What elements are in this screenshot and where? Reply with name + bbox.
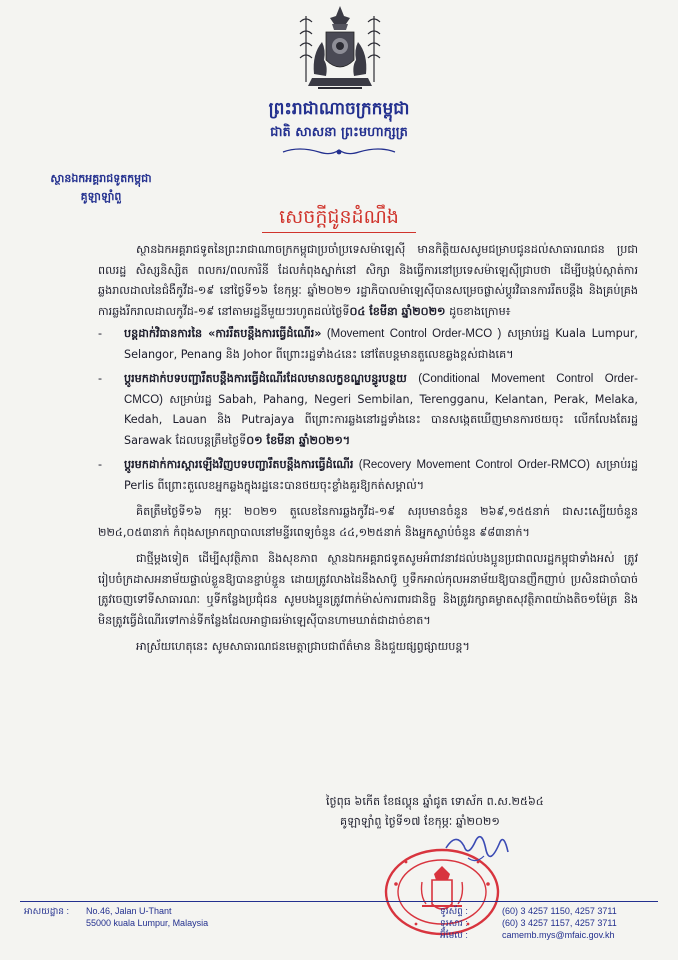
bullet-english: (Movement Control Order-MCO ) — [321, 328, 502, 340]
bullet-title: បន្តដាក់វិធានការនៃ «ការរឹតបន្តឹងការធ្វើដំណើរ» — [124, 327, 322, 340]
lunar-date: ថ្ងៃពុធ ៦កើត ខែផល្គុន ឆ្នាំជូត ទោស័ក ព.ស.២៥៦៤ — [326, 795, 544, 808]
bullet-text: សម្រាប់រដ្ឋ Kuala Lumpur, Selangor, Penang និង Johor ពីព្រោះរដ្ឋទាំង៤នេះ នៅតែបន្តមានតួលេខឆ្លងខ្ពស់ជាងគេ។ — [124, 327, 638, 361]
closing-paragraph: អាស្រ័យហេតុនេះ សូមសាធារណជនមេត្តាជ្រាបជាព័ត៌មាន និងជួយផ្សព្វផ្សាយបន្ត។ — [136, 640, 470, 653]
fax-value: (60) 3 4257 1157, 4257 3711 — [502, 918, 617, 928]
footer-address — [24, 905, 284, 929]
list-item — [98, 455, 638, 496]
measures-list — [98, 324, 638, 496]
email-link[interactable]: camemb.mys@mfaic.gov.kh — [502, 930, 615, 940]
bullet-text: សម្រាប់រដ្ឋ Sabah, Pahang, Negeri Sembilan, Terengganu, Kelantan, Perak, Melaka, Kedah, Lauan និង Putrajaya ពីព្រោះការឆ្លងនៅរដ្ឋទាំងនេះ បានសង្កេតឃើញមានការថយចុះ លើកលែងតែរដ្ឋ Sarawak ដែលបន្តត្រឹមថ្ងៃទី — [124, 392, 638, 447]
list-item — [98, 369, 638, 451]
bullet-dash: - — [98, 327, 103, 340]
bullet-english: (Recovery Movement Control Order-RMCO) — [353, 459, 590, 471]
bullet-title: ប្តូរមកដាក់បទបញ្ជារឹតបន្តឹងការធ្វើដំណើរដែលមានលក្ខខណ្ឌបន្ធូរបន្ថយ — [124, 372, 407, 385]
footer-rule — [20, 901, 658, 902]
intro-text: ស្ថានឯកអគ្គរាជទូតនៃព្រះរាជាណាចក្រកម្ពុជាប្រចាំប្រទេសម៉ាឡេស៊ី មានកិត្តិយសសូមជម្រាបជូនដល់សាធារណជន ប្រជាពលរដ្ឋ សិស្សនិស្សិត ពលករ/ពលការិនី ដែលកំពុងស្នាក់នៅ សិក្សា និងធ្វើការនៅប្រទេសម៉ាឡេស៊ីជ្រាបថា ដើម្បីបង្កប់ស្កាត់ការឆ្លងរាលដាលនៃជំងឺកូវីដ-១៩ នៅថ្ងៃទី១៦ ខែកុម្ភៈ ឆ្នាំ២០២១ រដ្ឋាភិបាលម៉ាឡេស៊ីបានសម្រេចផ្លាស់ប្តូរវិធានការរឹតបន្តឹង និងគ្រប់គ្រងការឆ្លងរីករាលដាលកូវីដ-១៩ នៅតាមរដ្ឋនីមួយៗរហូតដល់ថ្ងៃទី — [98, 243, 638, 318]
phone-value: (60) 3 4257 1150, 4257 3711 — [502, 906, 617, 916]
intro-date: ០៤ ខែមីនា ឆ្នាំ២០២១ — [349, 304, 446, 318]
list-item — [98, 324, 638, 365]
kingdom-motto: ជាតិ សាសនា ព្រះមហាក្សត្រ — [270, 125, 408, 140]
royal-coat-of-arms-icon — [296, 4, 384, 94]
stats-paragraph: គិតត្រឹមថ្ងៃទី១៦ កុម្ភៈ ២០២១ តួលេខនៃការឆ្លងកូវីដ-១៩ សរុបមានចំនួន ២៦៩,១៥៥នាក់ ជាសះស្បើយចំនួន ២២៤,០៥៣នាក់ កំពុងសម្រាកព្យាបាលនៅមន្ទីរពេទ្យចំនួន ៤៤,១២៥នាក់ និងអ្នកស្លាប់ចំនួន ៩៨៣នាក់។ — [98, 505, 638, 539]
bullet-tail: ០១ ខែមីនា ឆ្នាំ២០២១។ — [246, 433, 351, 447]
intro-paragraph — [98, 240, 638, 322]
footer-contacts — [440, 905, 670, 941]
sender-city: គូឡាឡាំពួ — [80, 190, 122, 203]
document-title: សេចក្តីជូនដំណឹង — [279, 206, 399, 228]
advice-paragraph: ជាថ្មីម្តងទៀត ដើម្បីសុវត្ថិភាព និងសុខភាព ស្ថានឯកអគ្គរាជទូតសូមអំពាវនាវដល់បងប្អូនប្រជាពលរដ្ឋកម្ពុជាទាំងអស់ ត្រូវរៀបចំក្រដាសអនាម័យផ្ទាល់ខ្លួនឱ្យបានខ្ជាប់ខ្ជួន ដោយត្រូវលាងដៃនឹងសាប៊ូ ឬទឹកអាល់កុលអនាម័យឱ្យបានញឹកញាប់ ប្រសិនជាចាំបាច់ត្រូវចេញទៅទីសាធារណៈ ឬទីកន្លែងប្រជុំជន សូមបងប្អូនត្រូវពាក់ម៉ាស់ការពារជានិច្ច និងត្រូវរក្សាគម្លាតសុវត្ថិភាពយ៉ាងតិច១ម៉ែត្រ និងមិនត្រូវធ្វើដំណើរទៅកាន់ទីកន្លែងដែលអាជ្ញាធរម៉ាឡេស៊ីបានហាមឃាត់ជាដាច់ខាត។ — [98, 552, 638, 627]
bullet-text: សម្រាប់រដ្ឋ Perlis ពីព្រោះតួលេខអ្នកឆ្លងក្នុងរដ្ឋនេះបានថយចុះខ្លាំងគួរឱ្យកត់សម្គាល់។ — [124, 458, 638, 492]
sender-name: ស្ថានឯកអគ្គរាជទូតកម្ពុជា — [50, 172, 152, 185]
fax-label: ទូរសារ : — [440, 918, 468, 928]
solar-date: គូឡាឡាំពួ ថ្ងៃទី១៧ ខែកុម្ភៈ ឆ្នាំ២០២១ — [340, 815, 500, 828]
bullet-dash: - — [98, 372, 103, 385]
intro-end: ដូចខាងក្រោម៖ — [445, 304, 511, 318]
email-label: អ៊ីមែល : — [440, 930, 468, 940]
address-line1: No.46, Jalan U-Thant — [86, 906, 172, 916]
address-line2: 55000 kuala Lumpur, Malaysia — [86, 918, 209, 928]
address-label: អាសយដ្ឋាន : — [24, 906, 69, 916]
bullet-dash: - — [98, 458, 103, 471]
bullet-title: ប្តូរមកដាក់ការស្តារឡើងវិញបទបញ្ជារឹតបន្តឹងការធ្វើដំណើរ — [124, 458, 354, 471]
title-underline — [262, 232, 416, 233]
kingdom-name: ព្រះរាជាណាចក្រកម្ពុជា — [268, 99, 410, 119]
bullet-english: (Conditional Movement Control Order-CMCO) — [124, 373, 638, 406]
phone-label: ទូរស័ព្ទ : — [440, 906, 468, 916]
ornament-divider-icon — [279, 146, 399, 158]
document-body — [98, 240, 638, 658]
